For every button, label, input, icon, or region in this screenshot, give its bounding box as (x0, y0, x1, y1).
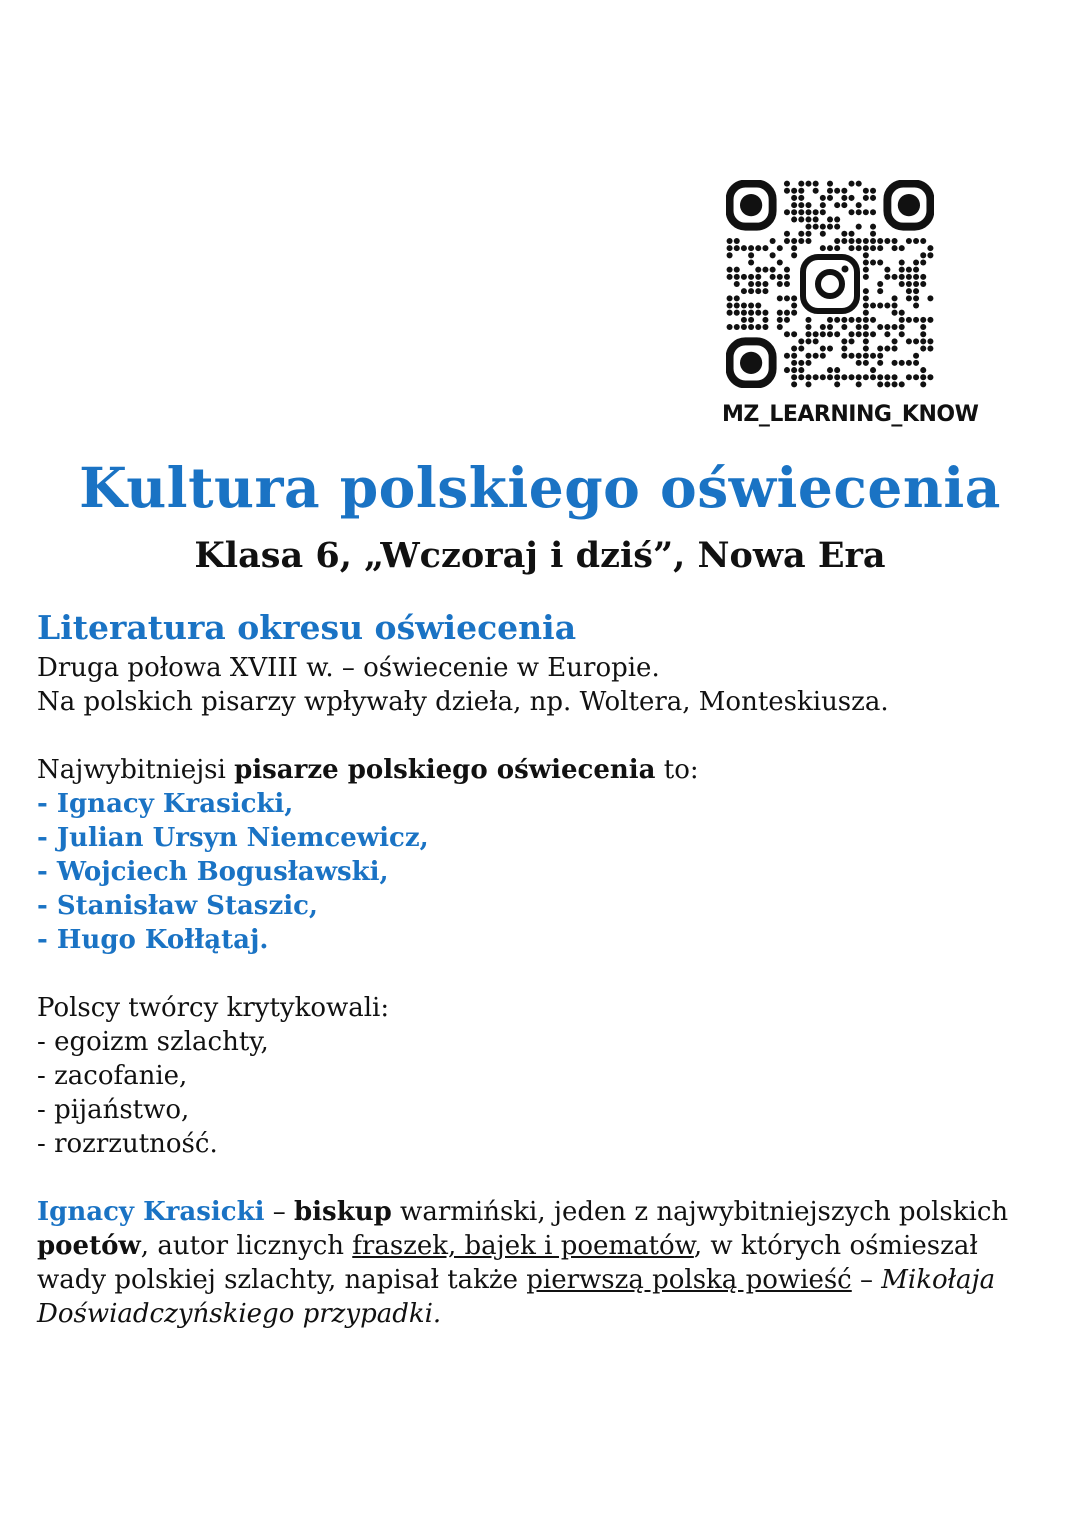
intro-line: Na polskich pisarzy wpływały dzieła, np. Woltera, Monteskiusza. (37, 687, 889, 717)
content (37, 605, 1047, 1331)
qr-finder-top-right (887, 184, 930, 227)
critique-item: - rozrzutność. (37, 1129, 218, 1159)
qr-account-label: MZ_LEARNING_KNOW (722, 402, 979, 427)
writer-name: Hugo Kołłątaj. (56, 925, 269, 955)
novel-title: Mikołaja Doświadczyńskiego przypadki. (37, 1265, 996, 1329)
writer-item (37, 923, 1047, 957)
novel-term: pierwszą polską powieść (526, 1265, 852, 1295)
writer-name: Stanisław Staszic, (56, 891, 318, 921)
list-dash: - (37, 789, 57, 819)
writer-item (37, 889, 1047, 923)
qr-finder-top-left (730, 184, 773, 227)
list-dash: - (37, 823, 57, 853)
intro-line: Druga połowa XVIII w. – oświecenie w Europie. (37, 653, 660, 683)
section-heading: Literatura okresu oświecenia (37, 608, 577, 647)
poets-term: poetów (37, 1231, 141, 1261)
critique-item: - pijaństwo, (37, 1095, 190, 1125)
writer-name: Ignacy Krasicki, (56, 789, 294, 819)
writer-item (37, 855, 1047, 889)
list-dash: - (37, 1061, 55, 1091)
writer-item (37, 821, 1047, 855)
list-dash: - (37, 891, 57, 921)
works-term: fraszek, bajek i poematów (352, 1231, 694, 1261)
instagram-icon (803, 257, 857, 311)
list-dash: - (37, 857, 57, 887)
krasicki-paragraph: Ignacy Krasicki – biskup warmiński, jeden z najwybitniejszych polskich poetów, autor licznych fraszek, bajek i poematów, w których ośmieszał wady polskiej szlachty, napisał także pierwszą polską powieść – Mikołaja Doświadczyńskiego przypadki. (37, 1197, 1009, 1329)
qr-finder-bottom-left (730, 341, 773, 384)
list-dash: - (37, 1027, 55, 1057)
qr-code[interactable] (726, 180, 934, 388)
writers-intro-suffix: to: (655, 755, 699, 785)
writers-intro-bold: pisarze polskiego oświecenia (234, 755, 656, 785)
writer-name: Julian Ursyn Niemcewicz, (56, 823, 429, 853)
writer-item (37, 787, 1047, 821)
page-subtitle: Klasa 6, „Wczoraj i dziś”, Nowa Era (194, 535, 886, 576)
writers-intro (37, 753, 1047, 787)
critique-intro: Polscy twórcy krytykowali: (37, 993, 390, 1023)
list-dash: - (37, 925, 57, 955)
krasicki-name: Ignacy Krasicki (37, 1197, 265, 1227)
writers-intro-prefix: Najwybitniejsi (37, 755, 235, 785)
writer-name: Wojciech Bogusławski, (56, 857, 389, 887)
page-title: Kultura polskiego oświecenia (79, 455, 1001, 520)
critique-item: - zacofanie, (37, 1061, 188, 1091)
list-dash: - (37, 1095, 55, 1125)
critique-list (37, 1025, 1047, 1161)
list-dash: - (37, 1129, 55, 1159)
writers-list (37, 787, 1047, 957)
critique-item: - egoizm szlachty, (37, 1027, 269, 1057)
bishop-term: biskup (294, 1197, 392, 1227)
